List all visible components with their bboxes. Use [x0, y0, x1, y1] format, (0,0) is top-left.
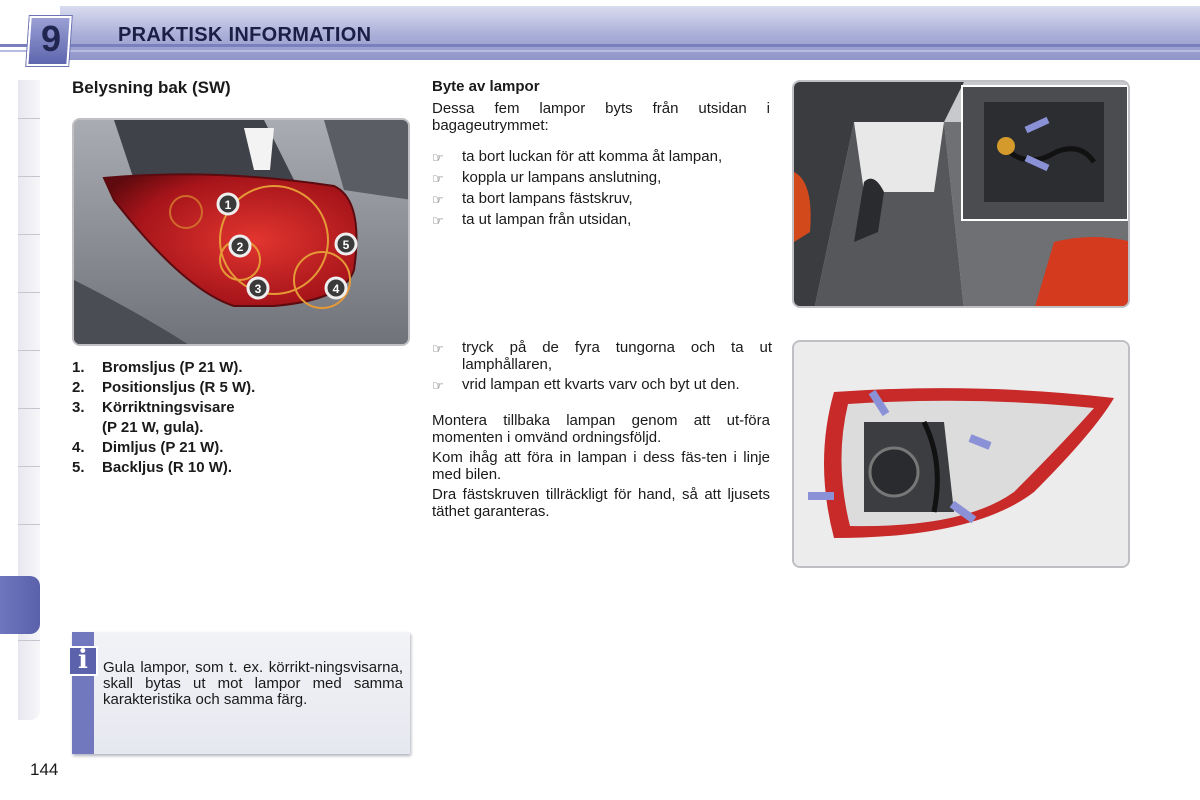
screw-paragraph: Dra fästskruven tillräckligt för hand, så att ljusets täthet garanteras.	[432, 486, 770, 520]
info-icon: i	[68, 646, 98, 676]
lamp-marker-5: 5	[342, 238, 350, 252]
pointing-hand-icon: ☞	[432, 150, 444, 165]
pointing-hand-icon: ☞	[432, 192, 444, 207]
thumb-tab-divider	[18, 292, 40, 293]
thumb-tab-divider	[18, 524, 40, 525]
pointing-hand-icon: ☞	[432, 378, 444, 393]
legend-item: 2. Positionsljus (R 5 W).	[72, 379, 256, 396]
legend-item: 1. Bromsljus (P 21 W).	[72, 359, 243, 376]
chapter-thumb-tabs	[0, 80, 42, 720]
pointing-hand-icon: ☞	[432, 341, 444, 356]
thumb-tab-divider	[18, 466, 40, 467]
refit-paragraph: Montera tillbaka lampan genom att ut-föra momenten i omvänd ordningsföljd.	[432, 412, 770, 446]
thumb-tab-divider	[18, 234, 40, 235]
lamp-holder-drawing	[794, 342, 1130, 568]
rear-light-drawing	[74, 120, 410, 346]
lamp-legend	[72, 358, 402, 478]
info-box	[72, 632, 410, 754]
step-item: ☞ ta bort lampans fästskruv,	[432, 190, 633, 207]
thumb-tab-divider	[18, 176, 40, 177]
rear-light-illustration	[72, 118, 410, 346]
lamp-marker-1: 1	[224, 198, 232, 212]
section-title: Belysning bak (SW)	[72, 78, 231, 97]
step-item: ☞ tryck på de fyra tungorna och ta ut lamphållaren,	[432, 339, 772, 373]
legend-item: 5. Backljus (R 10 W).	[72, 459, 233, 476]
boot-access-illustration	[792, 80, 1130, 308]
step-item: ☞ vrid lampan ett kvarts varv och byt ut den.	[432, 376, 740, 393]
lamp-holder-illustration	[792, 340, 1130, 568]
thumb-tab-divider	[18, 408, 40, 409]
step-item: ☞ koppla ur lampans anslutning,	[432, 169, 662, 186]
pointing-hand-icon: ☞	[432, 171, 444, 186]
chapter-number: 9	[40, 18, 62, 59]
intro-paragraph: Dessa fem lampor byts från utsidan i bagageutrymmet:	[432, 100, 770, 134]
alignment-paragraph: Kom ihåg att föra in lampan i dess fäs-ten i linje med bilen.	[432, 449, 770, 483]
step-item: ☞ ta bort luckan för att komma åt lampan,	[432, 148, 723, 165]
thumb-tab-active-chapter[interactable]	[0, 576, 40, 634]
lamp-marker-3: 3	[254, 282, 262, 296]
page-header	[0, 0, 1200, 64]
step-item: ☞ ta ut lampan från utsidan,	[432, 211, 632, 228]
subsection-title: Byte av lampor	[432, 78, 540, 95]
boot-drawing	[794, 82, 1130, 308]
legend-item: 4. Dimljus (P 21 W).	[72, 439, 224, 456]
lamp-marker-4: 4	[332, 282, 340, 296]
steps-list-a	[432, 148, 772, 232]
chapter-title: PRAKTISK INFORMATION	[118, 24, 372, 46]
pointing-hand-icon: ☞	[432, 213, 444, 228]
header-stripe-light	[0, 50, 1200, 52]
thumb-tab-divider	[18, 640, 40, 641]
lamp-marker-2: 2	[236, 240, 244, 254]
page-number: 144	[30, 760, 59, 779]
info-text: Gula lampor, som t. ex. körrikt-ningsvisarna, skall bytas ut mot lampor med samma karakteristika och samma färg.	[103, 659, 403, 708]
legend-item: 3. Körriktningsvisare (P 21 W, gula).	[72, 399, 235, 436]
thumb-tab-divider	[18, 118, 40, 119]
thumb-tab-divider	[18, 350, 40, 351]
steps-list-b	[432, 339, 772, 397]
